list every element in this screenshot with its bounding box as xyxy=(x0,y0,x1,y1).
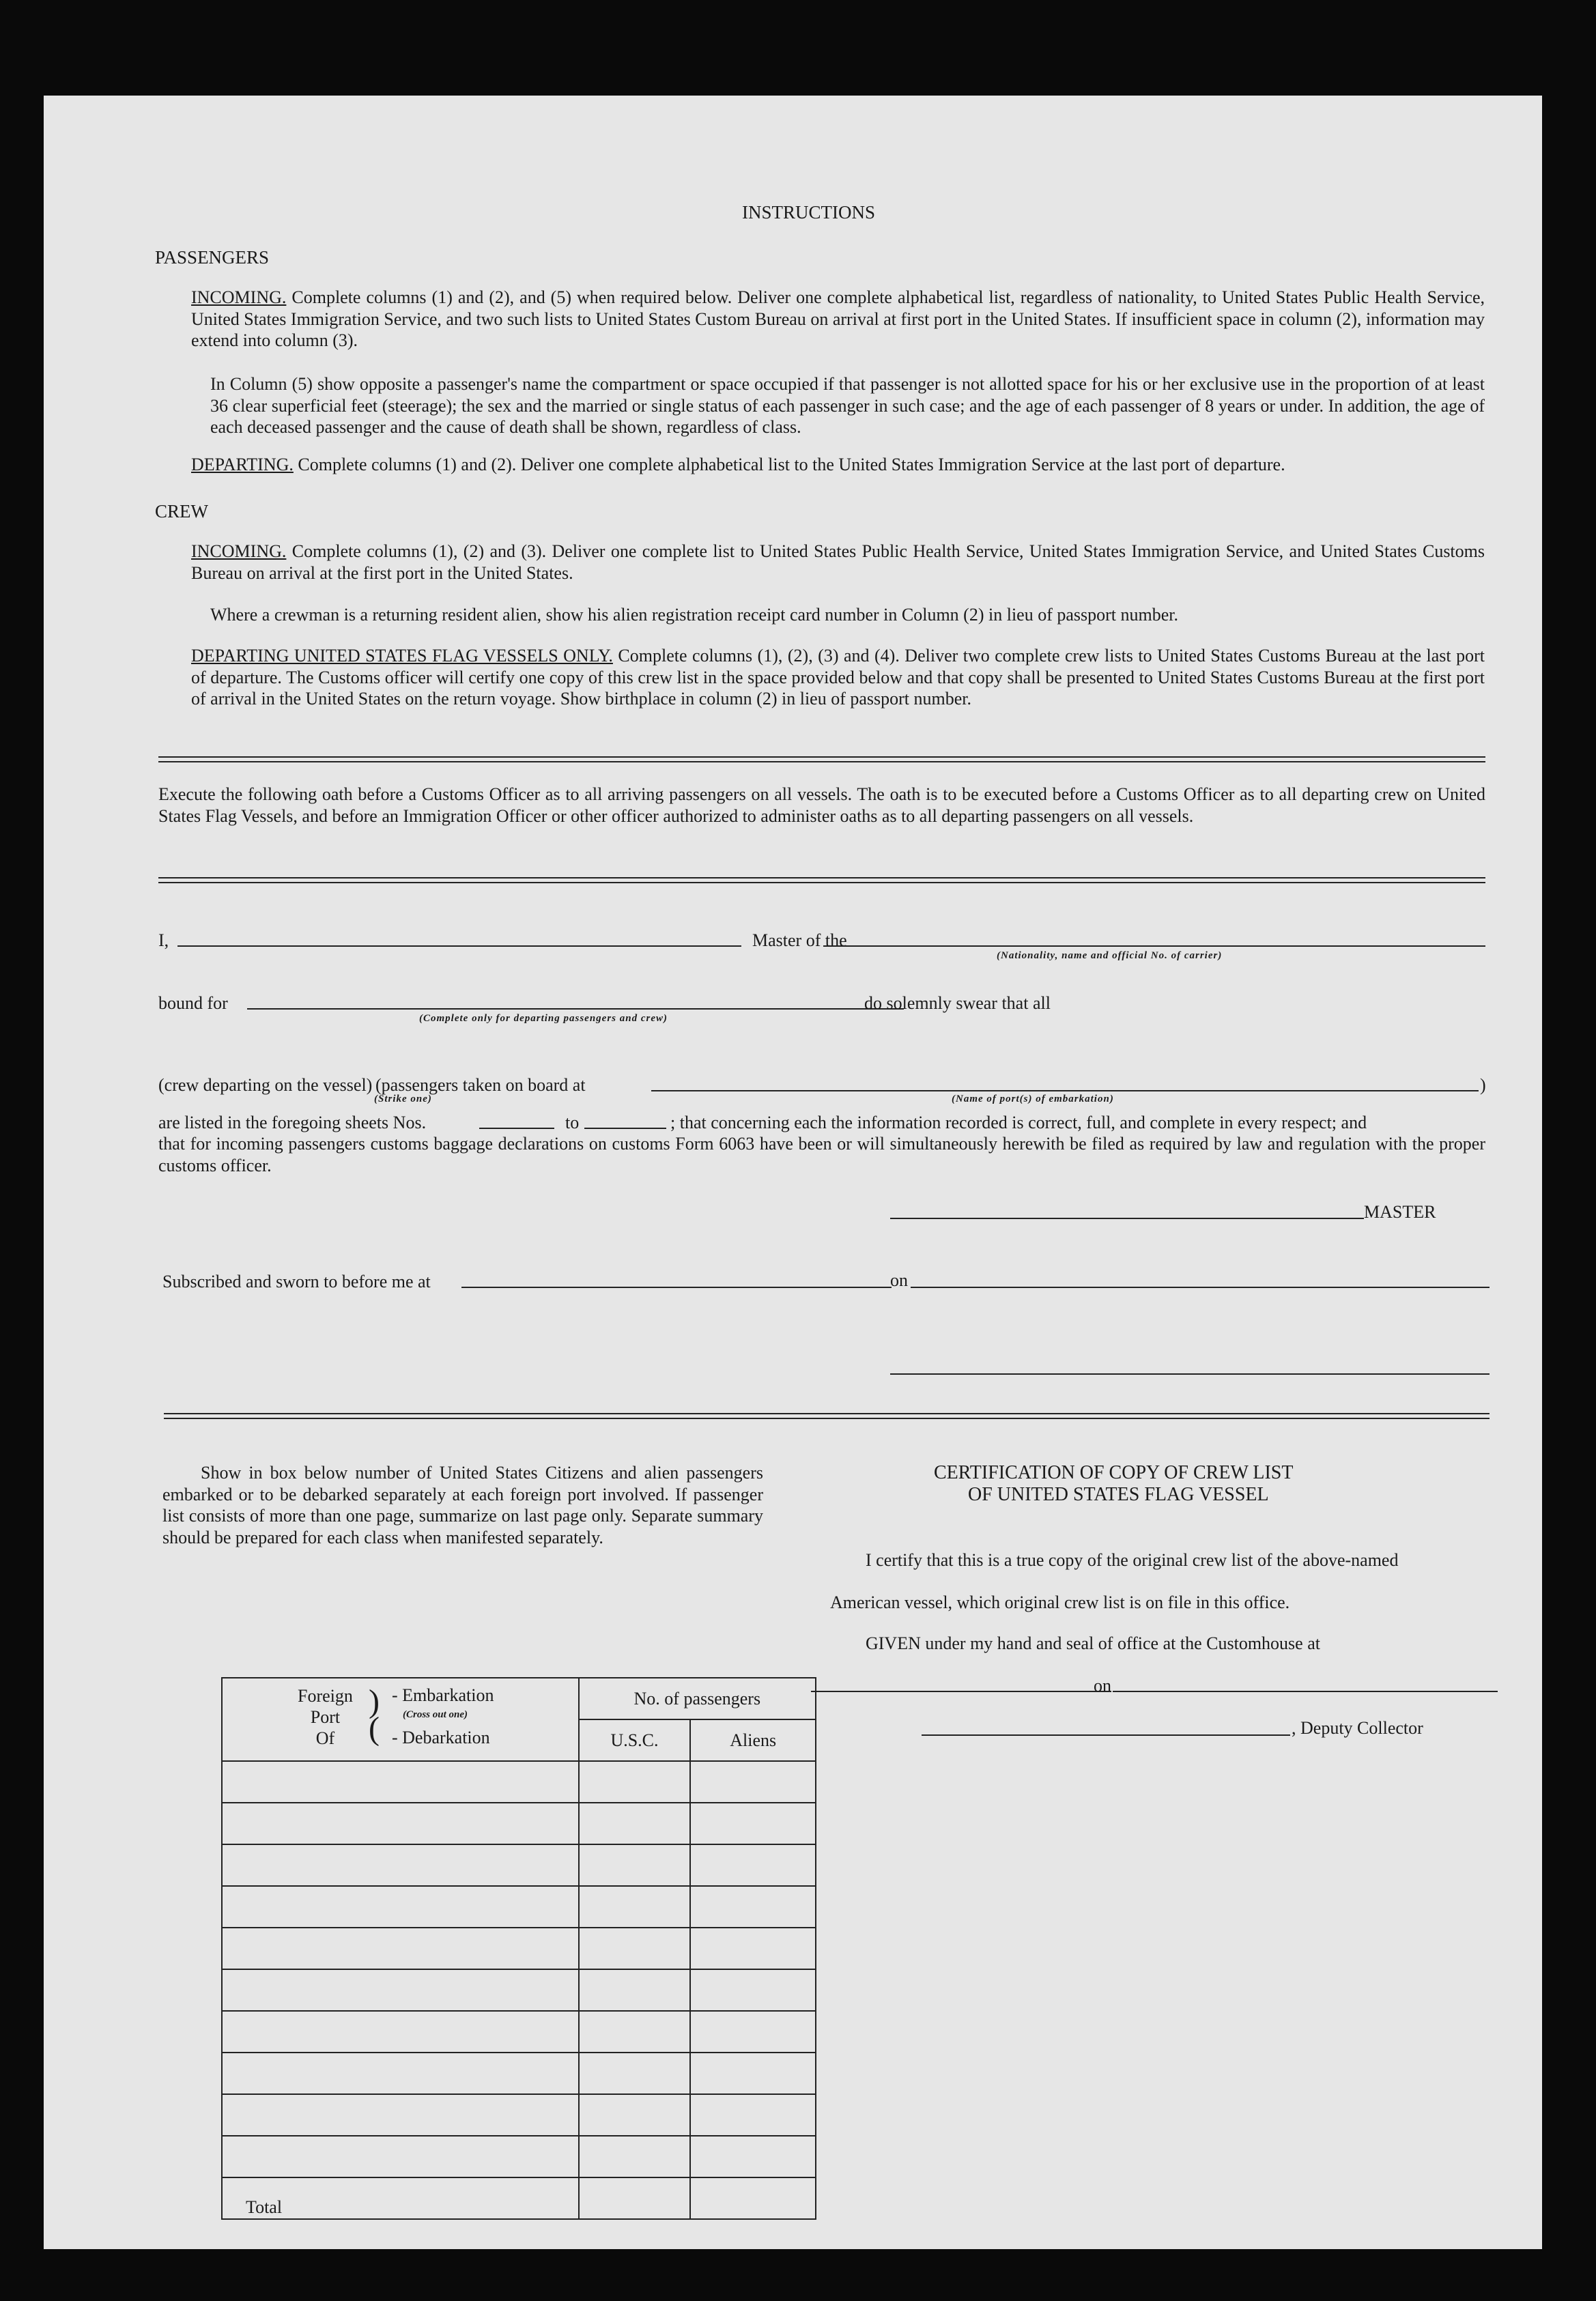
summary-instructions: Show in box below number of United States Citizens and alien passengers embarked or to be debarked separately at each foreign port involved. If passenger list consists of more than one page, summarize on last page only. Separate summary should be prepared for each class when manifested separately. xyxy=(162,1463,763,1547)
usc-cell[interactable] xyxy=(579,1803,691,1844)
table-row xyxy=(222,2053,816,2094)
aliens-cell[interactable] xyxy=(690,2053,816,2094)
port-cell[interactable] xyxy=(222,2011,579,2053)
embarkation-hint: (Name of port(s) of embarkation) xyxy=(952,1094,1114,1104)
port-cell[interactable] xyxy=(222,2136,579,2177)
aliens-cell[interactable] xyxy=(690,1844,816,1886)
aliens-cell[interactable] xyxy=(690,1886,816,1928)
embarkation-label: - Embarkation xyxy=(392,1685,494,1705)
passengers-column5-paragraph: In Column (5) show opposite a passenger's name the compartment or space occupied if that passenger is not allotted space for his or her exclusive use in the proportion of at least 36 clear superficial feet (steerage); the sex and the married or single status of each passenger in such case; and the age of each passenger of 8 years or under. In addition, the age of each deceased passenger and the cause of death shall be shown, regardless of class. xyxy=(210,374,1485,437)
port-cell[interactable] xyxy=(222,1761,579,1803)
certification-title-1: CERTIFICATION OF COPY OF CREW LIST xyxy=(934,1462,1294,1483)
crew-incoming-paragraph xyxy=(191,541,1485,584)
deputy-collector-signature-field[interactable] xyxy=(922,1734,1290,1736)
passengers-departing-text: Complete columns (1) and (2). Deliver one complete alphabetical list to the United States Immigration Service at the last port of departure. xyxy=(298,455,1285,474)
port-cell[interactable] xyxy=(222,1844,579,1886)
aliens-cell[interactable] xyxy=(690,2136,816,2177)
crew-departing-text: Complete columns (1), (2), (3) and (4). Deliver two complete crew lists to United States Customs Bureau at the last port of departure. The Customs officer will certify one copy of this crew list in the space provided below and that copy shall be presented to United States Customs Bureau at the first port of arrival in the United States on the return voyage. Show birthplace in column (2) in lieu of passport number. xyxy=(191,646,1485,709)
sworn-date-field[interactable] xyxy=(911,1287,1490,1288)
passengers-departing-label: DEPARTING. xyxy=(191,455,294,474)
port-header-cell xyxy=(222,1678,579,1761)
aliens-cell[interactable] xyxy=(690,1803,816,1844)
officer-signature-field[interactable] xyxy=(890,1373,1490,1375)
passengers-departing-paragraph xyxy=(191,454,1485,476)
aliens-cell[interactable] xyxy=(690,1761,816,1803)
swear-label: do solemnly swear that all xyxy=(864,993,1051,1013)
total-usc-cell[interactable] xyxy=(579,2177,691,2219)
bound-for-hint: (Complete only for departing passengers and crew) xyxy=(419,1013,668,1024)
passenger-summary-table xyxy=(221,1677,816,2220)
master-of-label: Master of the xyxy=(752,930,847,950)
crew-incoming-text: Complete columns (1), (2) and (3). Deliver one complete list to United States Public Health Service, United States Immigration Service, and United States Customs Bureau on arrival at the first port in the United States. xyxy=(191,541,1485,583)
master-signature-field[interactable] xyxy=(890,1218,1364,1219)
crew-departing-label: DEPARTING UNITED STATES FLAG VESSELS ONLY. xyxy=(191,646,613,666)
table-row xyxy=(222,1844,816,1886)
table-row xyxy=(222,2094,816,2136)
table-row xyxy=(222,1969,816,2011)
carrier-hint: (Nationality, name and official No. of carrier) xyxy=(997,950,1223,961)
total-aliens-cell[interactable] xyxy=(690,2177,816,2219)
form-sheet xyxy=(44,96,1542,2249)
listed-text-continued: that for incoming passengers customs baggage declarations on customs Form 6063 have been or will simultaneously herewith be filed as required by law and regulation with the proper customs officer. xyxy=(158,1134,1485,1175)
crew-departing-label: (crew departing on the vessel) xyxy=(158,1075,373,1095)
usc-cell[interactable] xyxy=(579,2053,691,2094)
table-row xyxy=(222,1928,816,1969)
aliens-cell[interactable] xyxy=(690,1969,816,2011)
usc-cell[interactable] xyxy=(579,2136,691,2177)
aliens-header: Aliens xyxy=(690,1719,816,1761)
brace-icon: ( xyxy=(369,1711,380,1747)
listed-text: ; that concerning each the information recorded is correct, full, and complete in every respect; and xyxy=(670,1113,1367,1132)
certification-title-2: OF UNITED STATES FLAG VESSEL xyxy=(968,1484,1269,1505)
sworn-place-field[interactable] xyxy=(461,1287,892,1288)
port-cell[interactable] xyxy=(222,2053,579,2094)
usc-cell[interactable] xyxy=(579,2011,691,2053)
certification-line-1: I certify that this is a true copy of the original crew list of the above-named xyxy=(866,1550,1399,1570)
port-cell[interactable] xyxy=(222,1928,579,1969)
passengers-incoming-text: Complete columns (1) and (2), and (5) when required below. Deliver one complete alphabetical list, regardless of nationality, to United States Public Health Service, United States Immigration Service, and two such lists to United States Custom Bureau on arrival at first port in the United States. If insufficient space in column (2), information may extend into column (3). xyxy=(191,287,1485,350)
certification-line-2: American vessel, which original crew list is on file in this office. xyxy=(830,1592,1290,1612)
oath-i-label: I, xyxy=(158,930,169,950)
page-title: INSTRUCTIONS xyxy=(742,202,876,223)
usc-cell[interactable] xyxy=(579,1886,691,1928)
carrier-field[interactable] xyxy=(823,945,1485,947)
total-label: Total xyxy=(222,2177,579,2219)
deputy-collector-label: , Deputy Collector xyxy=(1292,1718,1423,1738)
listed-label: are listed in the foregoing sheets Nos. xyxy=(158,1113,427,1132)
table-row xyxy=(222,1761,816,1803)
passengers-incoming-label: INCOMING. xyxy=(191,287,287,307)
passengers-heading: PASSENGERS xyxy=(155,247,270,268)
bound-for-field[interactable] xyxy=(247,1008,904,1010)
of-label: Of xyxy=(315,1728,335,1748)
section-divider xyxy=(158,877,1485,883)
to-label: to xyxy=(565,1113,580,1132)
aliens-cell[interactable] xyxy=(690,1928,816,1969)
certification-on-label: on xyxy=(1094,1676,1111,1696)
master-name-field[interactable] xyxy=(177,945,741,947)
cross-out-hint: (Cross out one) xyxy=(403,1709,468,1720)
port-label: Port xyxy=(310,1707,341,1727)
crew-departing-paragraph xyxy=(191,645,1485,710)
debarkation-label: - Debarkation xyxy=(392,1728,490,1747)
sheet-from-field[interactable] xyxy=(479,1128,554,1129)
master-label: MASTER xyxy=(1364,1202,1436,1222)
foreign-label: Foreign xyxy=(298,1686,353,1706)
crew-heading: CREW xyxy=(155,501,208,521)
strike-hint: (Strike one) xyxy=(374,1094,432,1104)
crew-incoming-label: INCOMING. xyxy=(191,541,287,561)
port-cell[interactable] xyxy=(222,1886,579,1928)
oath-intro: Execute the following oath before a Customs Officer as to all arriving passengers on all vessels. The oath is to be executed before a Customs Officer as to all departing crew on United States Flag Vessels, and before an Immigration Officer or other officer authorized to administer oaths as to all departing passengers on all vessels. xyxy=(158,784,1485,826)
usc-cell[interactable] xyxy=(579,1969,691,2011)
usc-cell[interactable] xyxy=(579,1761,691,1803)
section-divider xyxy=(158,756,1485,762)
port-cell[interactable] xyxy=(222,2094,579,2136)
close-paren: ) xyxy=(1480,1075,1486,1095)
sheet-to-field[interactable] xyxy=(584,1128,666,1129)
sworn-on-label: on xyxy=(890,1270,908,1290)
passengers-incoming-paragraph xyxy=(191,287,1485,352)
table-row xyxy=(222,1803,816,1844)
no-passengers-header: No. of passengers xyxy=(579,1678,816,1719)
crew-resident-paragraph: Where a crewman is a returning resident alien, show his alien registration receipt card number in Column (2) in lieu of passport number. xyxy=(210,605,1179,625)
certification-date-field[interactable] xyxy=(1113,1691,1498,1692)
usc-header: U.S.C. xyxy=(579,1719,691,1761)
aliens-cell[interactable] xyxy=(690,2011,816,2053)
total-row xyxy=(222,2177,816,2219)
brace-icon: ) xyxy=(369,1683,380,1719)
table-row xyxy=(222,2136,816,2177)
port-cell[interactable] xyxy=(222,1803,579,1844)
subscribed-label: Subscribed and sworn to before me at xyxy=(162,1272,431,1291)
certification-line-3: GIVEN under my hand and seal of office at the Customhouse at xyxy=(866,1633,1320,1653)
passengers-taken-label: (passengers taken on board at xyxy=(375,1075,586,1095)
port-cell[interactable] xyxy=(222,1969,579,2011)
usc-cell[interactable] xyxy=(579,1928,691,1969)
section-divider xyxy=(164,1413,1490,1419)
customhouse-field[interactable] xyxy=(811,1691,1111,1692)
usc-cell[interactable] xyxy=(579,1844,691,1886)
aliens-cell[interactable] xyxy=(690,2094,816,2136)
embarkation-port-field[interactable] xyxy=(651,1090,1479,1091)
table-row xyxy=(222,2011,816,2053)
bound-for-label: bound for xyxy=(158,993,228,1013)
usc-cell[interactable] xyxy=(579,2094,691,2136)
table-row xyxy=(222,1886,816,1928)
